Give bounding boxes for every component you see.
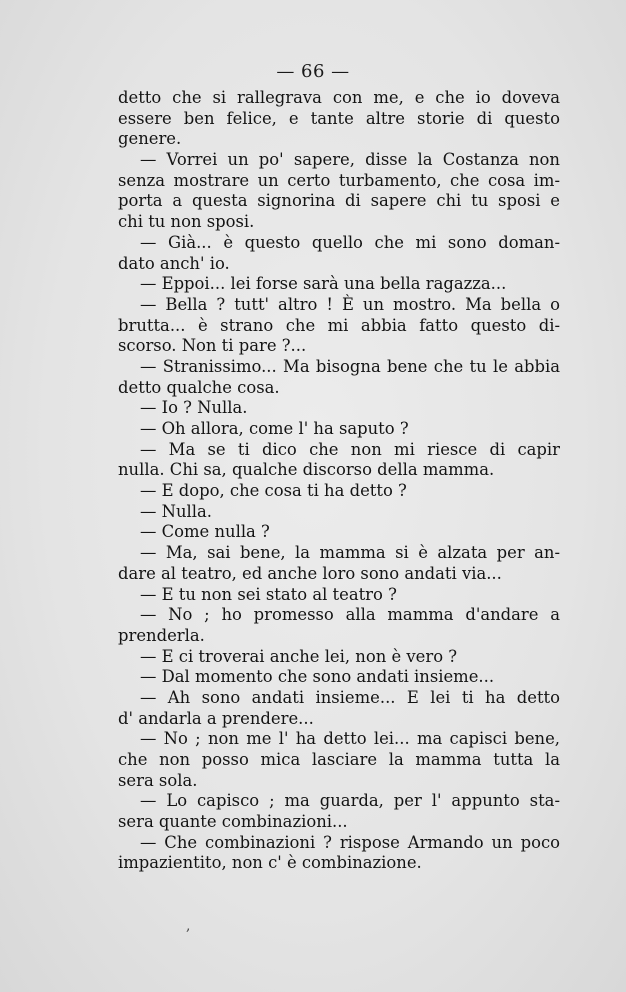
text-line: — Bella ? tutt' altro ! È un mostro. Ma bella o [140,294,560,314]
text-line: d' andarla a prendere... [118,708,314,728]
text-line: sera sola. [118,770,198,790]
text-line: scorso. Non ti pare ?... [118,336,307,356]
text-line: — Stranissimo... Ma bisogna bene che tu le abbia [140,356,560,376]
text-line: — E tu non sei stato al teatro ? [140,584,397,604]
text-line: impazientito, non c' è combinazione. [118,853,422,873]
text-line: chi tu non sposi. [118,212,255,232]
text-line: — Che combinazioni ? rispose Armando un poco [140,832,560,852]
text-line: dato anch' io. [118,253,230,273]
text-line: — Io ? Nulla. [140,398,248,418]
text-line: dare al teatro, ed anche loro sono andati via... [118,563,502,583]
text-line: — Come nulla ? [140,522,270,542]
text-line: — Ah sono andati insieme... E lei ti ha detto [140,687,560,707]
text-line: — Vorrei un po' sapere, disse la Costanza non [140,150,560,170]
text-line: — Lo capisco ; ma guarda, per l' appunto sta- [140,791,560,811]
text-line: — E ci troverai anche lei, non è vero ? [140,646,458,666]
ink-mark: , [186,918,191,934]
text-line: genere. [118,129,182,149]
text-line: — No ; ho promesso alla mamma d'andare a [140,605,560,625]
text-line: detto qualche cosa. [118,377,280,397]
text-line: — No ; non me l' ha detto lei... ma capisci bene, [140,729,560,749]
text-line: — Già... è questo quello che mi sono doman- [140,232,560,252]
text-line: detto che si rallegrava con me, e che io doveva [118,88,560,107]
text-line: sera quante combinazioni... [118,812,348,832]
text-line: brutta... è strano che mi abbia fatto questo di- [118,315,560,335]
text-line: nulla. Chi sa, qualche discorso della mamma. [118,460,495,480]
text-line: senza mostrare un certo turbamento, che cosa im- [118,170,560,190]
text-line: — Ma se ti dico che non mi riesce di capir [140,439,560,459]
text-line: — Dal momento che sono andati insieme... [140,667,495,687]
text-line: prenderla. [118,625,205,645]
page-number: — 66 — [276,61,350,82]
text-line: essere ben felice, e tante altre storie di questo [118,108,560,128]
text-line: che non posso mica lasciare la mamma tutta la [118,750,560,769]
text-line: — Oh allora, come l' ha saputo ? [140,419,409,438]
text-line: — Eppoi... lei forse sarà una bella ragazza... [140,274,507,294]
text-line: porta a questa signorina di sapere chi tu sposi e [118,191,560,211]
text-line: — Nulla. [140,501,212,521]
text-line: — E dopo, che cosa ti ha detto ? [140,481,407,501]
text-line: — Ma, sai bene, la mamma si è alzata per an- [140,543,560,563]
body-text [118,88,560,874]
